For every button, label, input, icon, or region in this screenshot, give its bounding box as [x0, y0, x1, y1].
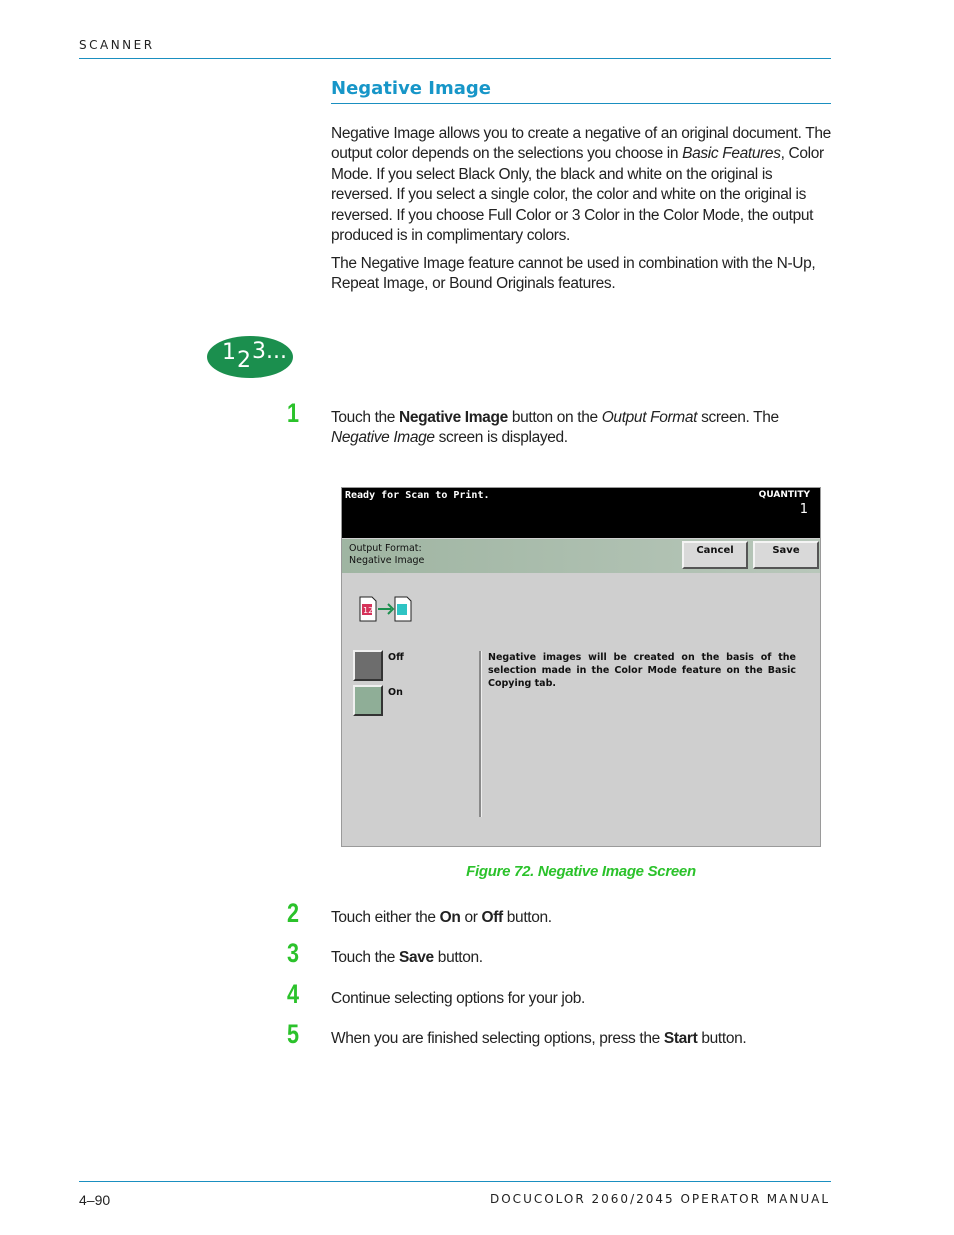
bold-term: On: [439, 909, 461, 926]
badge-digit-3: 3...: [252, 339, 287, 364]
screen-description: Negative images will be created on the basis of the selection made in the Color Mode feature on the Basic Copying tab.: [488, 652, 796, 689]
intro-paragraph-1: [331, 124, 831, 246]
screen-status-bar: [342, 488, 820, 538]
screen-band-line-1: Output Format:: [349, 543, 422, 554]
italic-term: Negative Image: [331, 429, 435, 447]
text-run: Touch the: [331, 949, 400, 966]
footer-rule: [79, 1181, 831, 1182]
footer-title: DOCUCOLOR 2060/2045 OPERATOR MANUAL: [490, 1192, 830, 1206]
section-label: SCANNER: [79, 38, 155, 52]
badge-digit-2: 2: [237, 348, 251, 373]
italic-term: Basic Features: [682, 145, 781, 163]
screen-band-line-2: Negative Image: [349, 555, 425, 566]
bold-term: Save: [399, 949, 434, 966]
step-text-5: [331, 1029, 831, 1049]
badge-digit-1: 1: [222, 340, 236, 365]
text-run: Touch either the: [331, 909, 440, 926]
screen-title-band: [342, 539, 820, 573]
step-number-2: 2: [287, 898, 300, 928]
text-run: or: [460, 909, 482, 926]
text-run: screen. The: [697, 409, 779, 426]
text-run: When you are finished selecting options, press the: [331, 1030, 664, 1047]
steps-badge-icon: [207, 336, 293, 378]
text-run: Negative Image allows you to create a negative of an original document. The output color depends on the selections you choose in: [331, 125, 831, 163]
title-rule: [331, 103, 831, 104]
text-run: button.: [697, 1030, 747, 1047]
bold-term: Off: [481, 909, 503, 926]
on-label: On: [388, 687, 403, 698]
text-run: button.: [433, 949, 483, 966]
step-number-4: 4: [287, 979, 300, 1009]
quantity-label: QUANTITY: [758, 490, 810, 500]
screen-divider: [479, 651, 482, 817]
figure-caption: Figure 72. Negative Image Screen: [466, 863, 696, 880]
text-run: , Color Mode. If you select Black Only, the black and white on the original is reversed. If you select a single color, the color and white on the original is reversed. If you choose Full Color or 3 Color in the Color Mode, the output produced is in complimentary colors.: [331, 145, 824, 245]
text-run: button on the: [507, 409, 602, 426]
page-title: Negative Image: [331, 78, 491, 99]
step-number-3: 3: [287, 938, 300, 968]
bold-term: Start: [663, 1030, 698, 1047]
off-button[interactable]: [353, 650, 383, 681]
step-number-5: 5: [287, 1019, 300, 1049]
step-text-3: [331, 948, 831, 968]
quantity-value: 1: [799, 502, 808, 517]
text-run: Continue selecting options for your job.: [331, 990, 585, 1007]
step-text-2: [331, 908, 831, 928]
negative-image-screen: [341, 487, 821, 847]
header-rule: [79, 58, 831, 59]
intro-paragraph-2: The Negative Image feature cannot be used in combination with the N-Up, Repeat Image, or Bound Originals features.: [331, 255, 816, 293]
on-button[interactable]: [353, 685, 383, 716]
text-run: button.: [502, 909, 552, 926]
save-button[interactable]: Save: [753, 541, 819, 569]
text-run: Touch the: [331, 409, 400, 426]
text-run: screen is displayed.: [434, 429, 568, 447]
italic-term: Output Format: [601, 409, 698, 426]
step-text-4: [331, 989, 831, 1009]
icon-original-label: 12: [363, 606, 374, 615]
cancel-button[interactable]: Cancel: [682, 541, 748, 569]
step-number-1: 1: [287, 398, 300, 428]
page-number: 4–90: [79, 1192, 111, 1208]
bold-term: Negative Image: [399, 409, 508, 426]
off-label: Off: [388, 652, 404, 663]
screen-status-text: Ready for Scan to Print.: [345, 490, 490, 501]
step-text-1: [331, 408, 831, 449]
negative-image-icon: [358, 595, 414, 623]
